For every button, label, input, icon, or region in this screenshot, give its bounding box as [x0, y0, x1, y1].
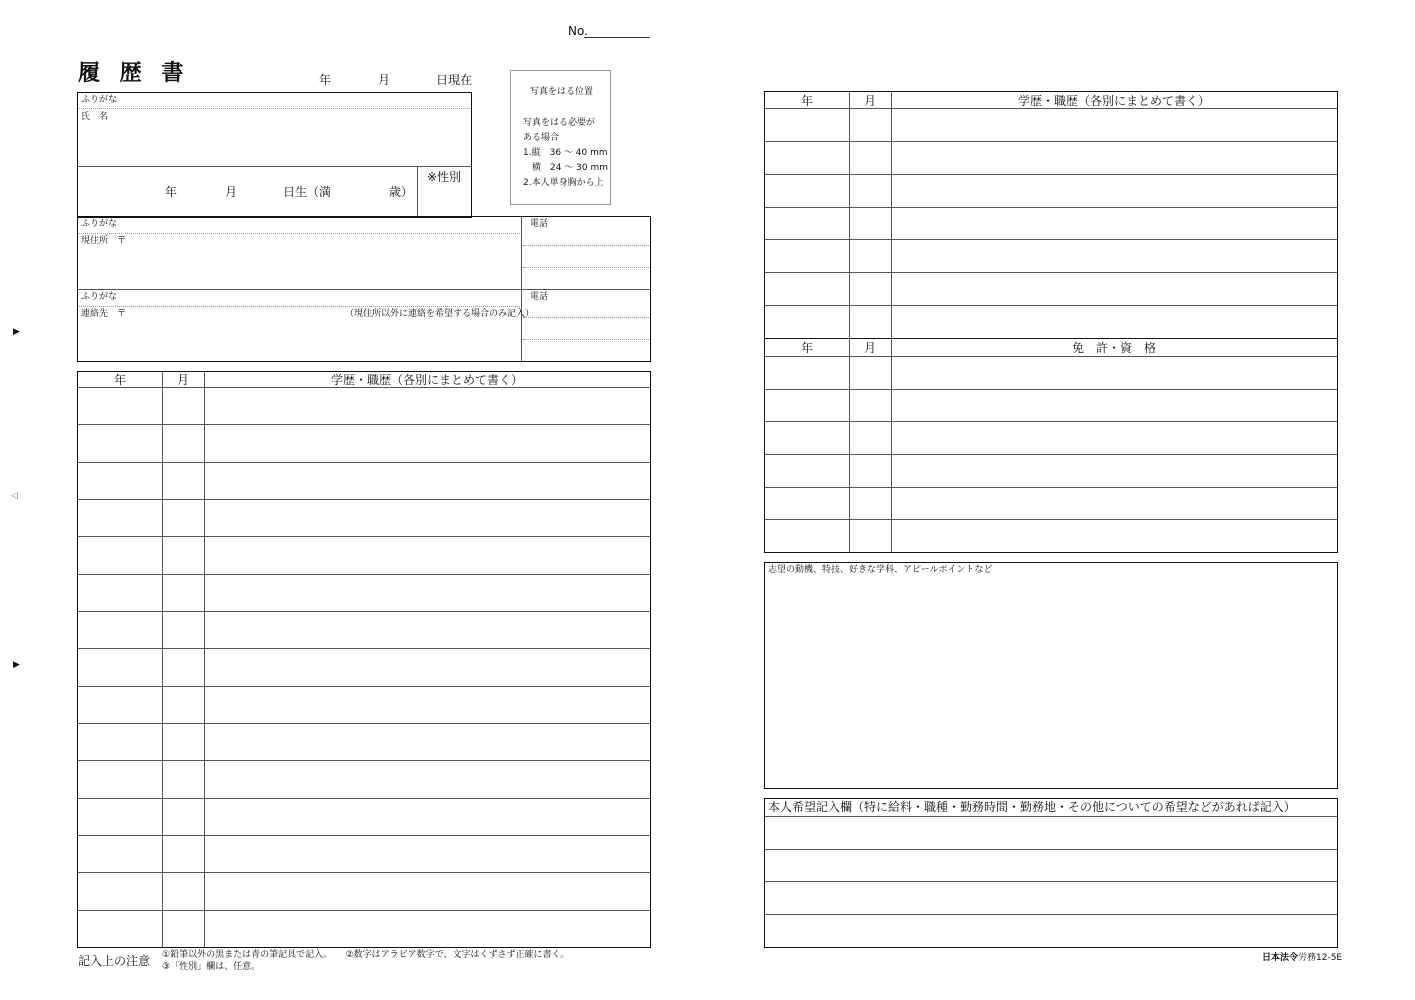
- contact-label: 連絡先 〒: [81, 309, 127, 319]
- date-as-of-label: 日現在: [436, 73, 473, 87]
- notes-line-2: ③「性別」欄は、任意。: [162, 962, 261, 972]
- license-col-year: 年: [800, 341, 813, 355]
- history-left-row-line[interactable]: [78, 424, 650, 425]
- history-table-left-year-col: [162, 372, 163, 947]
- margin-marker-middle: ◁: [11, 491, 18, 501]
- date-month-label: 月: [378, 73, 391, 87]
- history-left-row-line[interactable]: [78, 648, 650, 649]
- license-table-month-col: [891, 339, 892, 552]
- history-left-row-line[interactable]: [78, 462, 650, 463]
- history-right-row-line[interactable]: [765, 272, 1337, 273]
- photo-instruction-3: 1.縦 36 ～ 40 mm: [523, 148, 608, 158]
- history-table-left: [77, 371, 651, 948]
- history-left-row-line[interactable]: [78, 611, 650, 612]
- license-table: [764, 338, 1338, 553]
- form-code: 労務12-5E: [1298, 953, 1343, 963]
- history-right-row-line[interactable]: [765, 141, 1337, 142]
- history-left-row-line[interactable]: [78, 872, 650, 873]
- history-right-col-month: 月: [863, 94, 876, 108]
- history-left-row-line[interactable]: [78, 574, 650, 575]
- history-right-col-year: 年: [800, 94, 813, 108]
- license-row-line[interactable]: [765, 389, 1337, 390]
- gender-divider: [417, 166, 418, 217]
- wishes-row-line-3[interactable]: [765, 914, 1337, 915]
- history-right-row-line[interactable]: [765, 239, 1337, 240]
- photo-instruction-5: 2.本人単身胸から上: [523, 178, 604, 188]
- wishes-header-line: [765, 816, 1337, 817]
- history-left-row-line[interactable]: [78, 536, 650, 537]
- date-year-label: 年: [319, 73, 332, 87]
- birth-year-label: 年: [165, 185, 178, 199]
- history-left-row-line[interactable]: [78, 723, 650, 724]
- license-col-content: 免 許・資 格: [1071, 341, 1156, 355]
- history-right-row-line[interactable]: [765, 207, 1337, 208]
- history-left-row-line[interactable]: [78, 835, 650, 836]
- history-right-row-line[interactable]: [765, 305, 1337, 306]
- motivation-box[interactable]: [764, 562, 1338, 789]
- contact-furigana-line[interactable]: [79, 306, 520, 307]
- history-left-row-line[interactable]: [78, 798, 650, 799]
- history-table-right-month-col: [891, 92, 892, 338]
- name-furigana-label: ふりがな: [81, 95, 118, 105]
- contact-phone-line-2[interactable]: [523, 339, 649, 340]
- wishes-row-line-1[interactable]: [765, 849, 1337, 850]
- name-divider: [78, 166, 471, 167]
- publisher-logo: 日本法令: [1262, 953, 1299, 963]
- history-table-left-month-col: [204, 372, 205, 947]
- history-left-row-line[interactable]: [78, 499, 650, 500]
- name-furigana-line[interactable]: [79, 108, 470, 109]
- name-label: 氏 名: [81, 112, 109, 122]
- birth-day-age-label: 日生（満: [283, 185, 332, 199]
- gender-label: ※性別: [427, 170, 462, 184]
- history-left-col-year: 年: [113, 373, 126, 387]
- birth-month-label: 月: [225, 185, 238, 199]
- photo-instruction-1: 写真をはる必要が: [523, 118, 596, 128]
- motivation-label: 志望の動機、特技、好きな学科、アピールポイントなど: [768, 565, 993, 575]
- contact-phone-label: 電話: [530, 292, 549, 302]
- margin-marker-bottom: ▶: [13, 660, 20, 670]
- wishes-label: 本人希望記入欄（特に給料・職種・勤務時間・勤務地・その他についての希望などがあれば記入）: [768, 800, 1296, 814]
- history-table-left-header-line: [78, 387, 650, 388]
- address-contact-divider: [78, 289, 650, 290]
- license-row-line[interactable]: [765, 519, 1337, 520]
- license-col-month: 月: [863, 341, 876, 355]
- history-left-row-line[interactable]: [78, 910, 650, 911]
- margin-marker-top: ▶: [13, 327, 20, 337]
- photo-heading: 写真をはる位置: [530, 87, 594, 97]
- notes-line-1: ①鉛筆以外の黒または青の筆記具で記入。 ②数字はアラビア数字で、文字はくずさず正確に書く。: [162, 950, 570, 960]
- history-left-row-line[interactable]: [78, 686, 650, 687]
- address-furigana-label: ふりがな: [81, 219, 118, 229]
- license-row-line[interactable]: [765, 487, 1337, 488]
- wishes-row-line-2[interactable]: [765, 881, 1337, 882]
- page-title: 履 歴 書: [78, 61, 190, 86]
- wishes-box: [764, 798, 1338, 948]
- address-label: 現住所 〒: [81, 236, 127, 246]
- license-row-line[interactable]: [765, 454, 1337, 455]
- history-table-right-year-col: [849, 92, 850, 338]
- address-phone-line-2[interactable]: [523, 267, 649, 268]
- personal-info-box: [77, 92, 472, 218]
- notes-heading: 記入上の注意: [78, 954, 151, 968]
- history-right-col-content: 学歴・職歴（各別にまとめて書く）: [1017, 94, 1210, 108]
- history-left-row-line[interactable]: [78, 760, 650, 761]
- history-table-right-header-line: [765, 108, 1337, 109]
- number-field[interactable]: [584, 37, 650, 38]
- photo-instruction-2: ある場合: [523, 133, 560, 143]
- contact-note: （現住所以外に連絡を希望する場合のみ記入）: [345, 309, 535, 319]
- contact-furigana-label: ふりがな: [81, 292, 118, 302]
- history-right-row-line[interactable]: [765, 174, 1337, 175]
- history-table-right: [764, 91, 1338, 339]
- history-left-col-month: 月: [176, 373, 189, 387]
- number-label: No.: [568, 24, 588, 38]
- license-table-year-col: [849, 339, 850, 552]
- photo-instruction-4: 横 24 ～ 30 mm: [523, 163, 609, 173]
- history-left-col-content: 学歴・職歴（各別にまとめて書く）: [330, 373, 523, 387]
- address-furigana-line[interactable]: [79, 233, 520, 234]
- license-row-line[interactable]: [765, 421, 1337, 422]
- address-phone-label: 電話: [530, 219, 549, 229]
- contact-phone-line-1[interactable]: [523, 317, 649, 318]
- address-phone-line-1[interactable]: [523, 245, 649, 246]
- age-suffix-label: 歳）: [389, 185, 414, 199]
- license-table-header-line: [765, 356, 1337, 357]
